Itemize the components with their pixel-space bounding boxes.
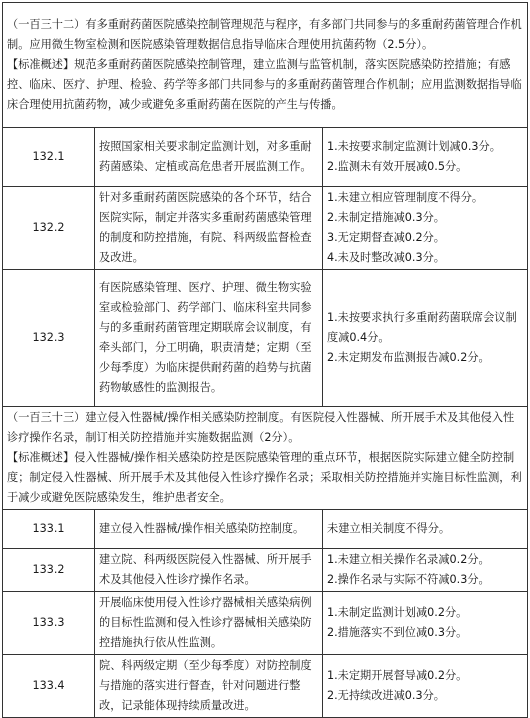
deduction-line: 2.无持续改进减0.3分。 [327,689,445,702]
item-deductions [323,655,528,718]
deduction-line: 1.未按要求制定监测计划减0.3分。 [327,140,501,153]
table-row [3,655,528,718]
section-133-header-row [3,407,528,510]
item-content: 按照国家相关要求制定监测计划，对多重耐药菌感染、定植或高危患者开展监测工作。 [95,128,323,187]
item-content: 院、科两级定期（至少每季度）对防控制度与措施的落实进行督查，针对问题进行整改，记录能体现持续质量改进。 [95,655,323,718]
deduction-line: 3.无定期督查减0.2分。 [327,231,445,244]
item-number: 132.1 [3,128,95,187]
deduction-line: 未建立相关制度不得分。 [327,522,451,535]
section-132-title: （一百三十二）有多重耐药菌医院感染控制管理规范与程序，有多部门共同参与的多重耐药菌管理合作机制。应用微生物室检测和医院感染管理数据信息指导临床合理使用抗菌药物（2.5分）。 [7,18,522,51]
item-deductions [323,270,528,407]
table-row [3,510,528,549]
table-row [3,187,528,270]
standards-document [2,2,527,712]
deduction-line: 4.未及时整改减0.3分。 [327,251,445,264]
item-deductions [323,510,528,549]
item-number: 132.2 [3,187,95,270]
table-row [3,270,528,407]
section-133-header [3,407,528,510]
deduction-line: 2.监测未有效开展减0.5分。 [327,160,468,173]
item-deductions [323,592,528,655]
deduction-line: 2.措施落实不到位减0.3分。 [327,626,468,639]
section-133-title: （一百三十三）建立侵入性器械/操作相关感染防控制度。有医院侵入性器械、所开展手术及其他侵入性诊疗操作名录，制订相关防控措施并实施数据监测（2分）。 [7,411,515,444]
item-number: 133.1 [3,510,95,549]
item-number: 133.2 [3,549,95,592]
item-content: 开展临床使用侵入性诊疗器械相关感染病例的目标性监测和侵入性诊疗器械相关感染防控措施执行依从性监测。 [95,592,323,655]
section-132-header-row [3,3,528,128]
deduction-line: 2.未制定措施减0.3分。 [327,211,445,224]
section-132-summary: 【标准概述】规范多重耐药菌医院感染控制管理，建立监测与监管机制，落实医院感染防控措施；有感控、临床、医疗、护理、检验、药学等多部门共同参与的多重耐药菌管理合作机制；应用监测数据指导临床合理使用抗菌药物，减少或避免多重耐药菌在医院的产生与传播。 [7,58,522,111]
item-number: 132.3 [3,270,95,407]
item-content: 建立院、科两级医院侵入性器械、所开展手术及其他侵入性诊疗操作名录。 [95,549,323,592]
item-content: 针对多重耐药菌医院感染的各个环节，结合医院实际，制定并落实多重耐药菌感染管理的制度和防控措施，有院、科两级监督检查及改进。 [95,187,323,270]
item-deductions [323,549,528,592]
standards-table [2,2,528,718]
deduction-line: 2.操作名录与实际不符减0.3分。 [327,573,490,586]
item-content: 有医院感染管理、医疗、护理、微生物实验室或检验部门、药学部门、临床科室共同参与的多重耐药菌管理定期联席会议制度，有牵头部门，分工明确，职责清楚；定期（至少每季度）为临床提供耐药菌的趋势与抗菌药物敏感性的监测报告。 [95,270,323,407]
item-deductions [323,128,528,187]
deduction-line: 1.未制定监测计划减0.2分。 [327,606,468,619]
table-row [3,128,528,187]
table-row [3,549,528,592]
item-number: 133.3 [3,592,95,655]
table-row [3,592,528,655]
deduction-line: 1.未定期开展督导减0.2分。 [327,669,468,682]
item-deductions [323,187,528,270]
item-number: 133.4 [3,655,95,718]
deduction-line: 1.未建立相关操作名录减0.2分。 [327,553,490,566]
item-content: 建立侵入性器械/操作相关感染防控制度。 [95,510,323,549]
deduction-line: 1.未建立相应管理制度不得分。 [327,191,484,204]
deduction-line: 1.未按要求执行多重耐药菌联席会议制度减0.4分。 [327,311,517,344]
section-132-header [3,3,528,128]
deduction-line: 2.未定期发布监测报告减0.2分。 [327,351,490,364]
section-133-summary: 【标准概述】侵入性器械/操作相关感染防控是医院感染管理的重点环节，根据医院实际建立健全防控制度；制定侵入性器械、所开展手术及其他侵入性诊疗操作名录；采取相关防控措施并实施目标性监测，利于减少或避免医院感染发生，维护患者安全。 [7,451,522,504]
